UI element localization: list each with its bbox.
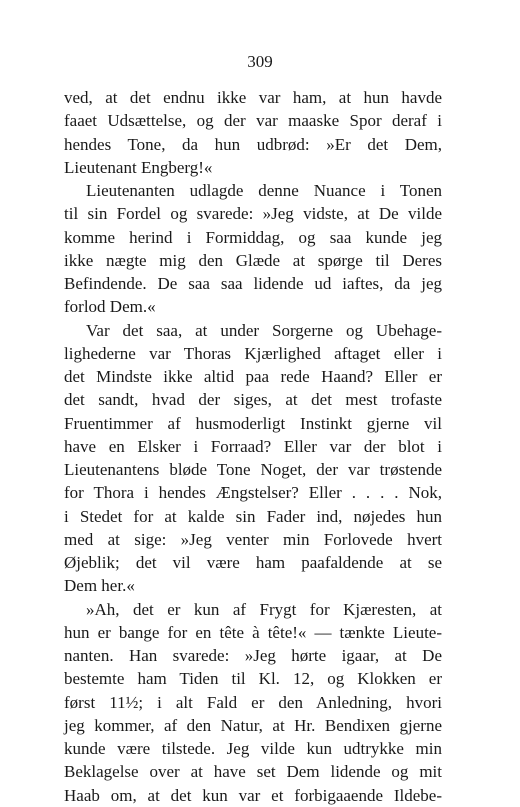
text-line: »Ah, det er kun af Frygt for Kjæresten, at xyxy=(86,599,442,619)
text-line: Var det saa, at under Sorgerne og Ubehage- xyxy=(86,320,442,340)
text-line: det sandt, hvad der siges, at det mest trofaste xyxy=(64,390,442,410)
text-line: Fruentimmer af husmoderligt Instinkt gjerne vil xyxy=(64,413,442,433)
text-line: for Thora i hendes Ængstelser? Eller . . . . Nok, xyxy=(64,483,442,503)
text-line: faaet Udsættelse, og der var maaske Spor deraf i xyxy=(64,111,442,131)
text-line: jeg kommer, af den Natur, at Hr. Bendixen gjerne xyxy=(64,715,442,735)
text-line: Befindende. De saa saa lidende ud iaftes, da jeg xyxy=(64,274,442,293)
text-line: Øjeblik; det vil være ham paafaldende at se xyxy=(64,553,442,572)
text-line: Dem her.« xyxy=(64,576,135,596)
text-line: kunde være tilstede. Jeg vilde kun udtrykke min xyxy=(64,739,442,758)
text-line: i Stedet for at kalde sin Fader ind, nøjedes hun xyxy=(64,506,442,526)
text-line: Lieutenant Engberg!« xyxy=(64,157,213,177)
text-line: komme herind i Formiddag, og saa kunde jeg xyxy=(64,227,442,247)
text-line: Haab om, at det kun var et forbigaaende Ildebe- xyxy=(64,785,442,805)
text-line: lighederne var Thoras Kjærlighed aftaget eller i xyxy=(64,343,442,363)
text-line: have en Elsker i Forraad? Eller var der blot i xyxy=(64,436,442,456)
text-line: det Mindste ikke altid paa rede Haand? Eller er xyxy=(64,367,442,386)
page-number: 309 xyxy=(247,52,273,71)
text-line: Lieutenanten udlagde denne Nuance i Tonen xyxy=(86,181,442,200)
text-line: hendes Tone, da hun udbrød: »Er det Dem, xyxy=(64,134,442,154)
body-text xyxy=(64,86,442,807)
text-line: forlod Dem.« xyxy=(64,297,156,317)
text-line: med at sige: »Jeg venter min Forlovede hvert xyxy=(64,529,442,549)
text-line: ved, at det endnu ikke var ham, at hun havde xyxy=(64,88,442,107)
text-line: Beklagelse over at have set Dem lidende og mit xyxy=(64,762,442,782)
text-line: nanten. Han svarede: »Jeg hørte igaar, at De xyxy=(64,646,442,665)
text-line: bestemte ham Tiden til Kl. 12, og Klokken er xyxy=(64,669,442,689)
text-line: ikke nægte mig den Glæde at spørge til Deres xyxy=(64,250,442,270)
text-line: til sin Fordel og svarede: »Jeg vidste, at De vilde xyxy=(64,204,442,224)
text-line: først 11½; i alt Fald er den Anledning, hvori xyxy=(64,692,442,712)
text-line: hun er bange for en tête à tête!« — tænkte Lieute- xyxy=(64,622,442,642)
text-line: Lieutenantens bløde Tone Noget, der var trøstende xyxy=(64,460,442,479)
